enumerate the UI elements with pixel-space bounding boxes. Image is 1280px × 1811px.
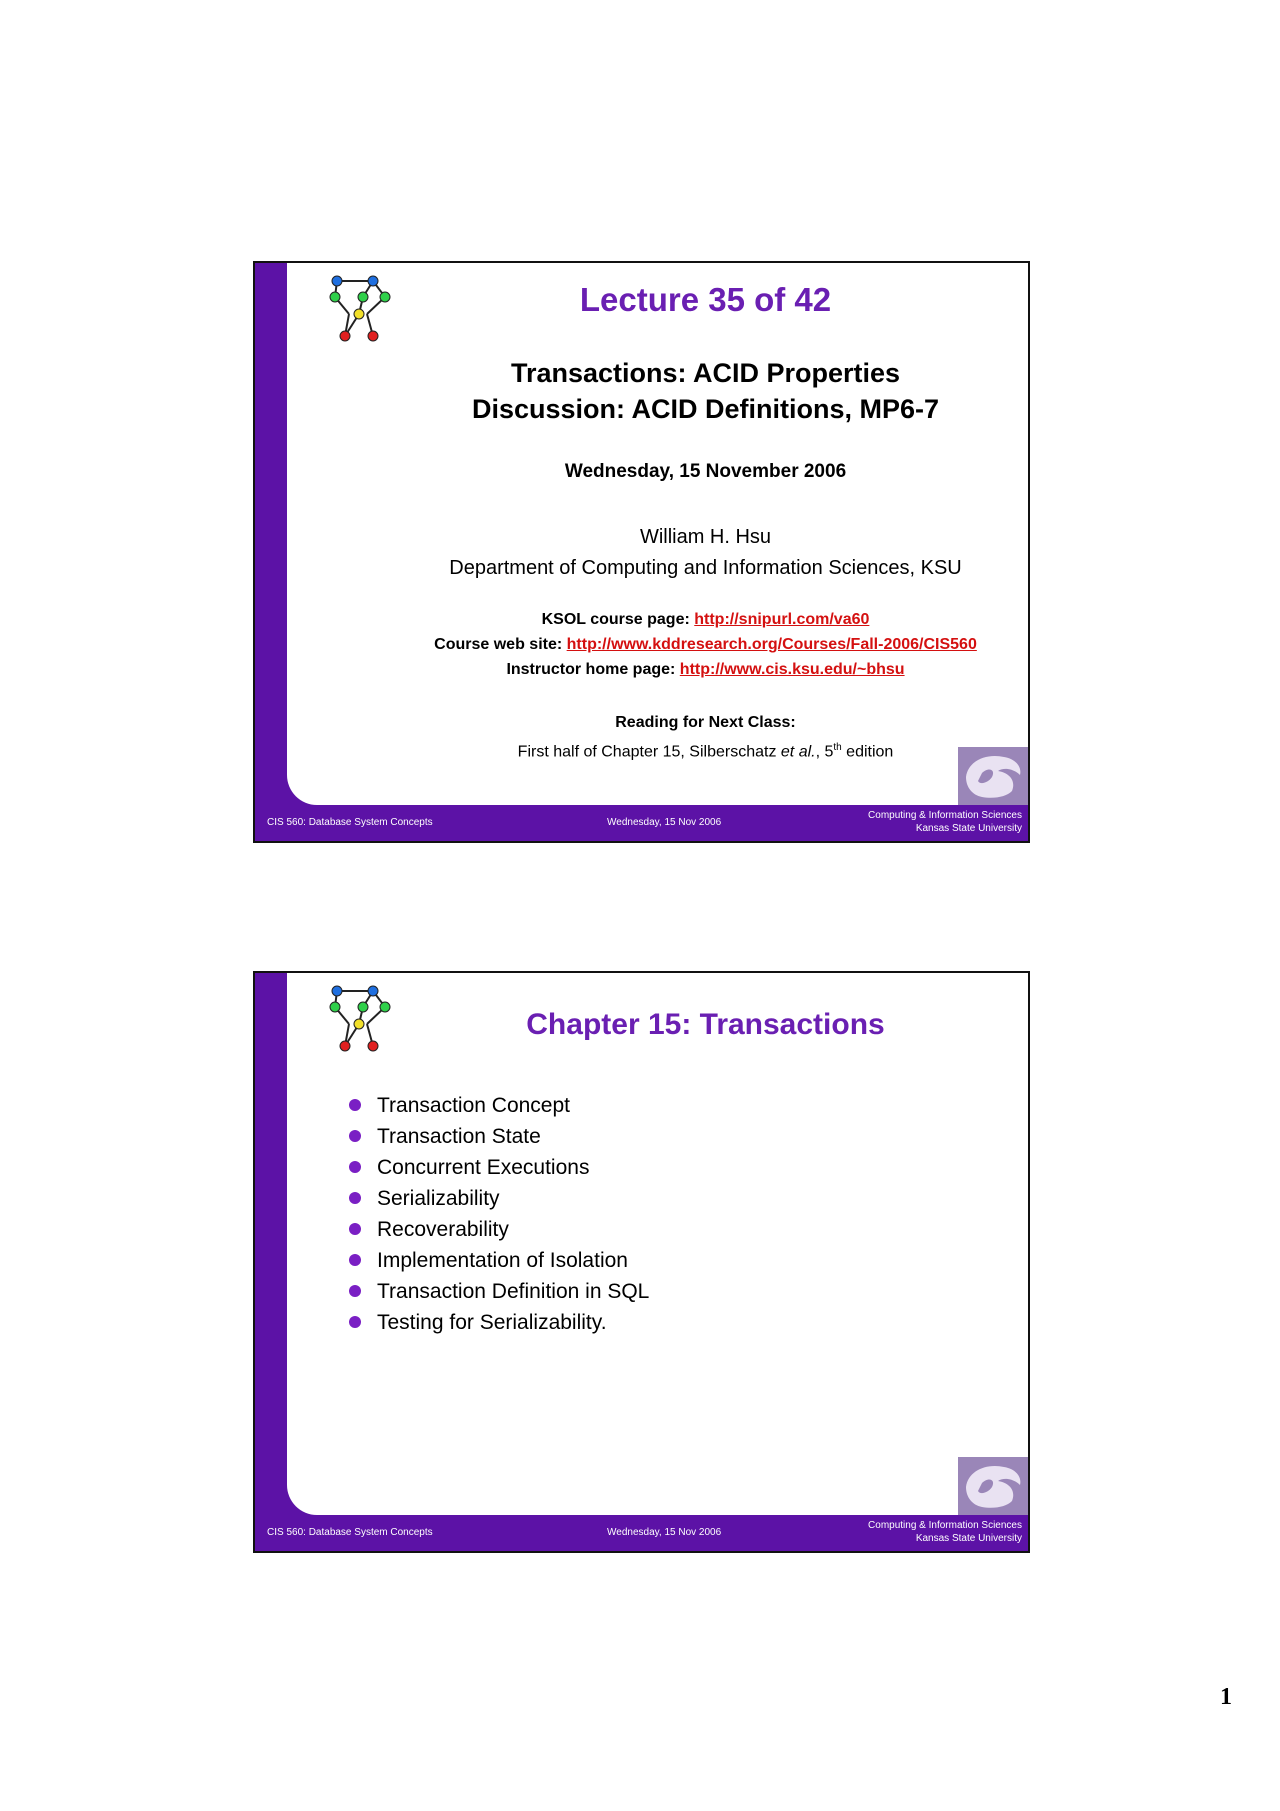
ksol-link[interactable]: http://snipurl.com/va60 <box>694 611 870 628</box>
slide-1 <box>253 261 1030 843</box>
author-department: Department of Computing and Information Sciences, KSU <box>449 557 962 579</box>
author-block <box>383 522 1028 584</box>
slide-title: Chapter 15: Transactions <box>526 1008 885 1041</box>
link-label: Instructor home page: <box>506 661 680 678</box>
slide-footer <box>255 805 1028 841</box>
page-number: 1 <box>1220 1684 1232 1710</box>
link-label: Course web site: <box>434 636 567 653</box>
links-block <box>383 607 1028 682</box>
reading-heading: Reading for Next Class: <box>615 714 796 731</box>
slide-footer <box>255 1515 1028 1551</box>
reading-block <box>383 710 1028 764</box>
slide-content-panel <box>287 973 1028 1515</box>
slide-content-panel <box>287 263 1028 805</box>
slide-title: Lecture 35 of 42 <box>579 281 832 318</box>
bullet-item: Concurrent Executions <box>347 1152 649 1183</box>
author-name: William H. Hsu <box>639 526 772 548</box>
bullet-item: Transaction Definition in SQL <box>347 1276 649 1307</box>
footer-course: CIS 560: Database System Concepts <box>267 1527 433 1538</box>
subtitle-line-2: Discussion: ACID Definitions, MP6-7 <box>471 394 940 424</box>
bullet-list <box>347 1090 649 1338</box>
footer-date: Wednesday, 15 Nov 2006 <box>607 1527 722 1538</box>
bullet-item: Recoverability <box>347 1214 649 1245</box>
link-label: KSOL course page: <box>541 611 695 628</box>
bullet-item: Implementation of Isolation <box>347 1245 649 1276</box>
lecture-date: Wednesday, 15 November 2006 <box>564 461 847 482</box>
wildcat-logo-icon <box>958 747 1028 805</box>
reading-text: First half of Chapter 15, Silberschatz et al., 5th edition <box>517 742 894 761</box>
bullet-item: Transaction Concept <box>347 1090 649 1121</box>
footer-date: Wednesday, 15 Nov 2006 <box>607 817 722 828</box>
slide-2 <box>253 971 1030 1553</box>
footer-affiliation: Computing & Information Sciences Kansas State University <box>868 810 1022 834</box>
link-row <box>383 607 1028 632</box>
link-row <box>383 657 1028 682</box>
subtitle-line-1: Transactions: ACID Properties <box>510 358 901 388</box>
footer-affiliation: Computing & Information Sciences Kansas State University <box>868 1520 1022 1544</box>
footer-course: CIS 560: Database System Concepts <box>267 817 433 828</box>
instructor-home-link[interactable]: http://www.cis.ksu.edu/~bhsu <box>679 661 905 678</box>
link-row <box>383 632 1028 657</box>
bullet-item: Testing for Serializability. <box>347 1307 649 1338</box>
wildcat-logo-icon <box>958 1457 1028 1515</box>
course-web-link[interactable]: http://www.kddresearch.org/Courses/Fall-2006/CIS560 <box>566 636 977 653</box>
bullet-item: Transaction State <box>347 1121 649 1152</box>
bullet-item: Serializability <box>347 1183 649 1214</box>
slide-subtitle <box>383 355 1028 427</box>
